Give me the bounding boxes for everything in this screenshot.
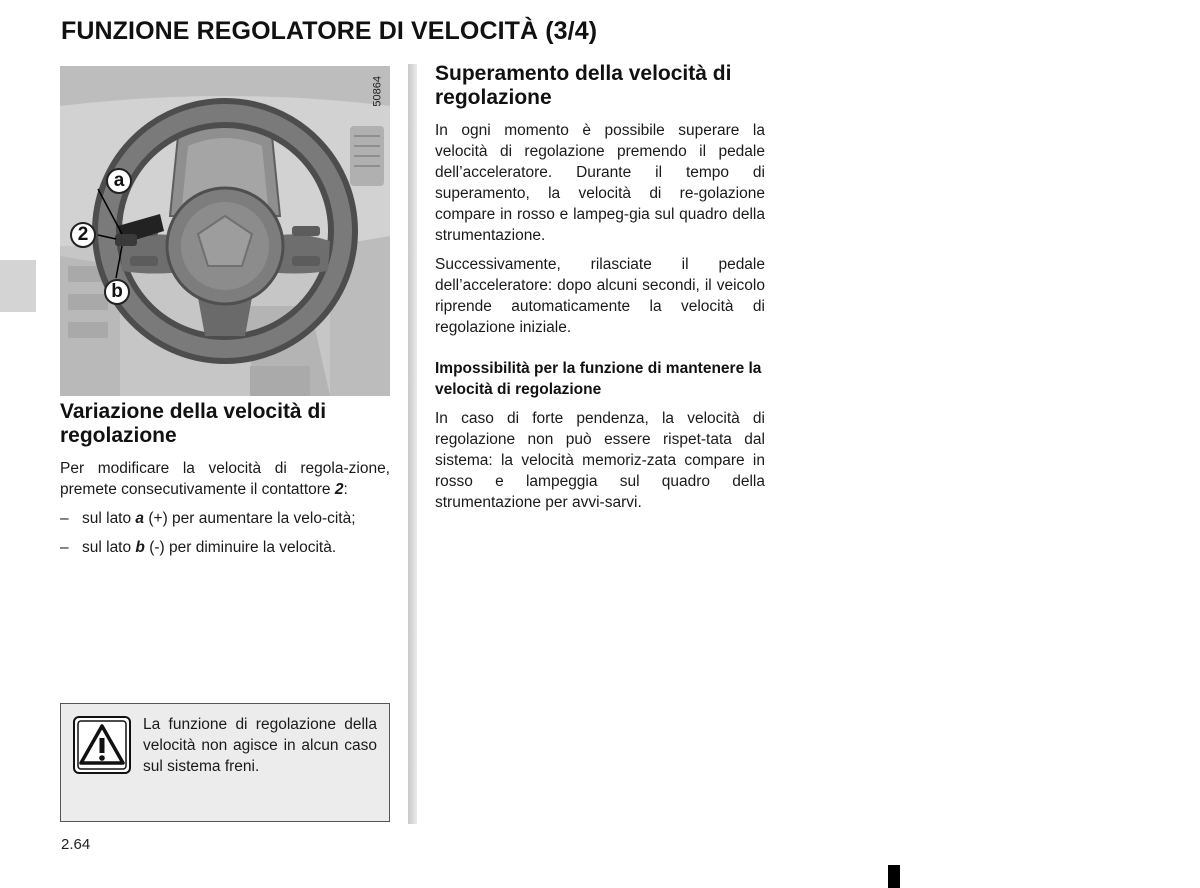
intro-suffix: : — [343, 481, 348, 498]
callout-2: 2 — [70, 222, 96, 248]
item-ref: a — [135, 510, 145, 527]
paragraph-rilascio: Successivamente, rilasciate il pedale dell’acceleratore: dopo alcuni secondi, il veicolo riprende automaticamente la velocità di regolazione iniziale. — [435, 256, 765, 336]
left-column — [60, 400, 390, 566]
section-heading-variazione: Variazione della velocità di regolazione — [60, 400, 327, 447]
callout-b: b — [104, 279, 130, 305]
warning-box — [60, 703, 390, 822]
item-prefix: sul lato — [82, 510, 136, 527]
column-divider — [408, 64, 417, 824]
callout-a: a — [106, 168, 132, 194]
subheading-impossibilita: Impossibilità per la funzione di mantenere la velocità di regolazione — [435, 360, 762, 398]
paragraph-pendenza: In caso di forte pendenza, la velocità di regolazione non può essere rispet-tata dal sistema: la velocità memoriz-zata compare in rosso e lampeggia sul quadro della strumentazione per avvi-sarvi. — [435, 410, 765, 511]
figure-reference-code: 50864 — [372, 76, 384, 107]
warning-triangle-icon — [73, 716, 131, 774]
dash-mark: – — [60, 539, 69, 556]
intro-paragraph — [60, 458, 390, 500]
item-ref: b — [135, 539, 145, 556]
right-column — [435, 62, 765, 513]
item-prefix: sul lato — [82, 539, 136, 556]
list-item — [60, 537, 390, 558]
dash-mark: – — [60, 510, 69, 527]
item-suffix: (-) per diminuire la velocità. — [144, 539, 337, 556]
intro-prefix: Per modificare la velocità di regola-zione, premete consecutivamente il contattore — [60, 460, 390, 498]
page-number: 2.64 — [61, 836, 91, 853]
page-title: FUNZIONE REGOLATORE DI VELOCITÀ (3/4) — [61, 17, 598, 45]
section-heading-superamento: Superamento della velocità di regolazione — [435, 62, 732, 109]
steering-wheel-illustration — [60, 66, 390, 396]
list-item — [60, 508, 390, 529]
item-suffix: (+) per aumentare la velo-cità; — [144, 510, 356, 527]
paragraph-superamento: In ogni momento è possibile superare la velocità di regolazione premendo il pedale dell’acceleratore. Durante il tempo di superamento, la velocità di re-golazione compare in rosso e lampeg-gia sul quadro della strumentazione. — [435, 122, 765, 244]
steering-wheel-drawing — [60, 66, 390, 396]
warning-text: La funzione di regolazione della velocità non agisce in alcun caso sul sistema freni. — [143, 716, 377, 775]
intro-ref: 2 — [334, 481, 344, 498]
section-tab — [0, 260, 36, 312]
corner-mark — [888, 865, 900, 888]
